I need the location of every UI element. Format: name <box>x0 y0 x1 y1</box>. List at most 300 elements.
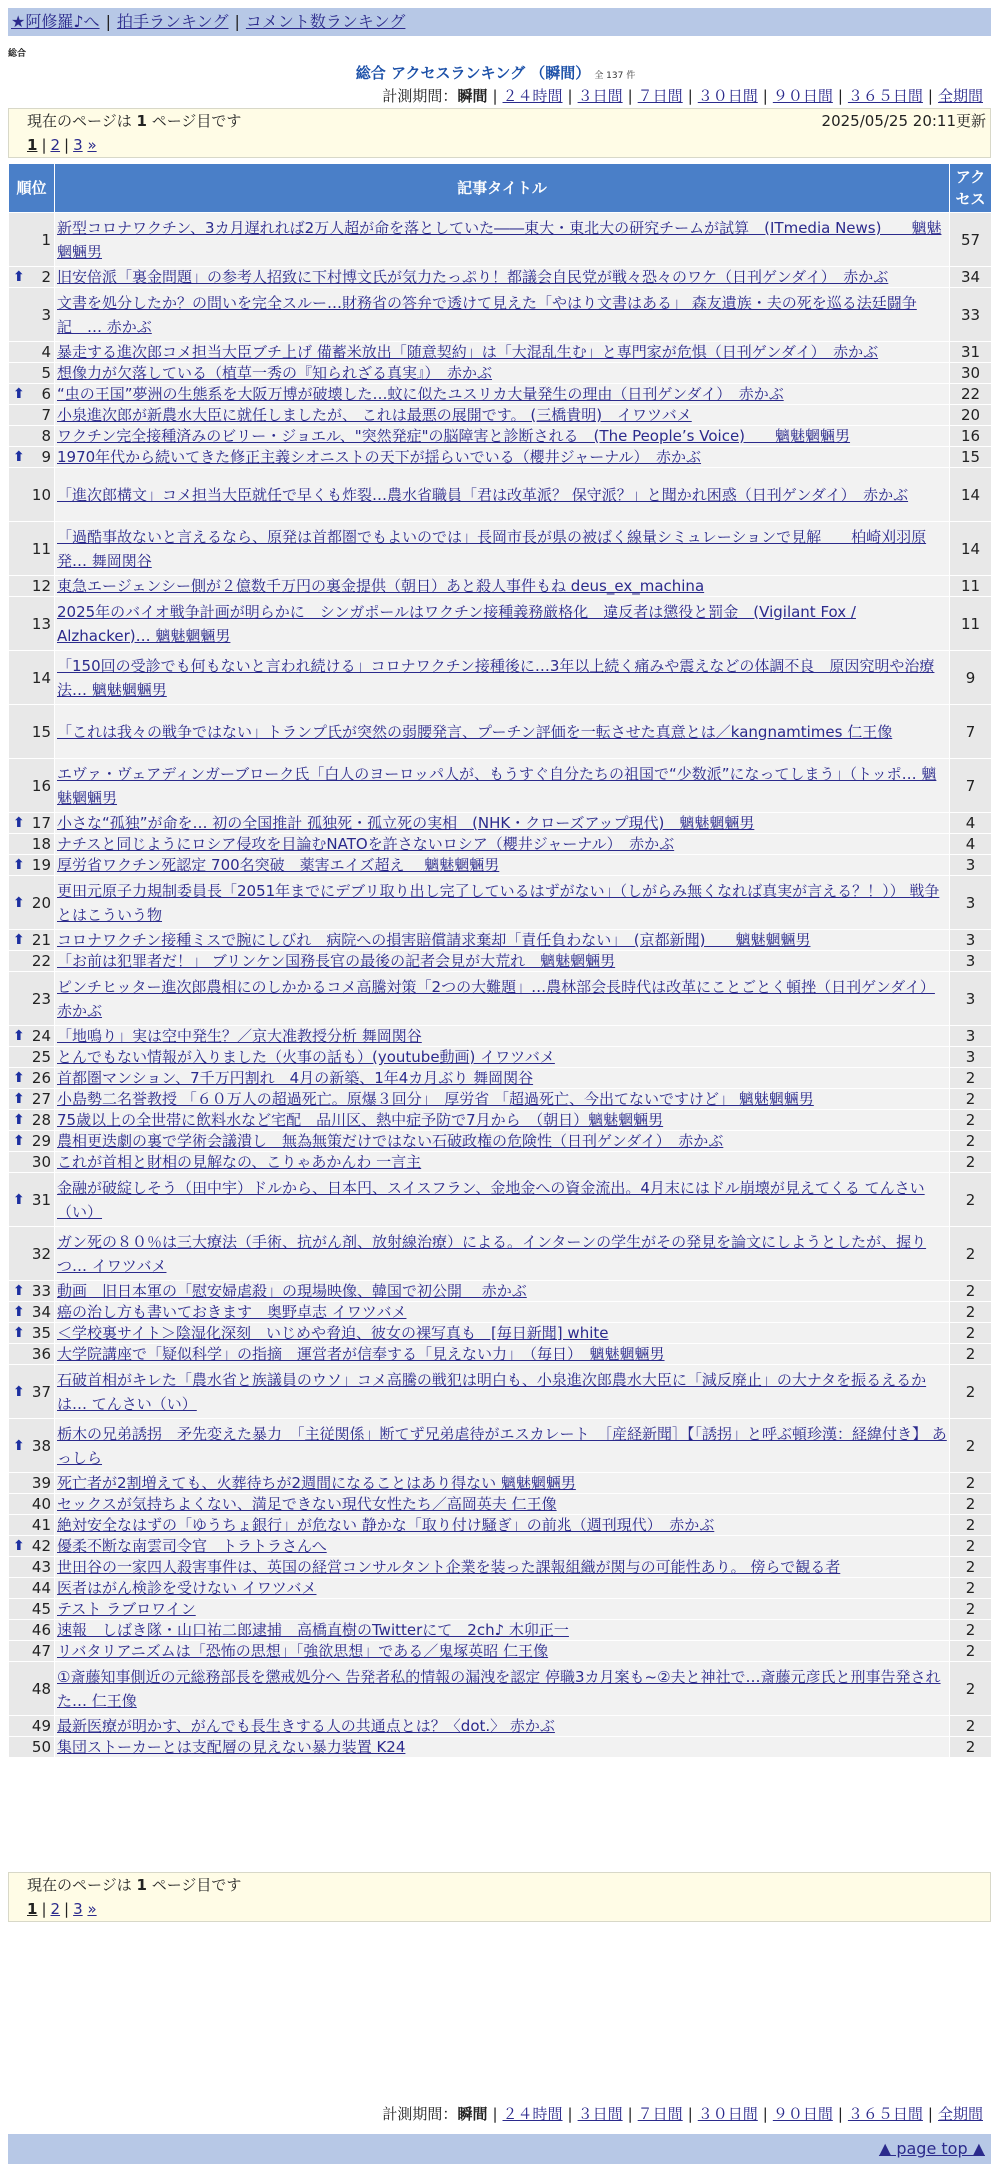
rank-cell <box>9 288 55 342</box>
rank-number: 23 <box>31 989 51 1008</box>
article-link[interactable]: 金融が破綻しそう（田中宇）ドルから、日本円、スイスフラン、金地金への資金流出。4月末にはドル崩壊が見えてくる てんさい（い） <box>57 1178 925 1221</box>
article-link[interactable]: ピンチヒッター進次郎農相にのしかかるコメ高騰対策「2つの大難題」…農林部会長時代は改革にことごとく頓挫（日刊ゲンダイ） 赤かぶ <box>57 977 935 1020</box>
article-link[interactable]: 癌の治し方も書いておきます 奥野卓志 イワツバメ <box>57 1303 407 1321</box>
article-link[interactable]: 死亡者が2割増えても、火葬待ちが2週間になることはあり得ない 魑魅魍魎男 <box>57 1474 576 1492</box>
rank-cell <box>9 1344 55 1365</box>
access-count: 9 <box>950 651 991 705</box>
period-link[interactable]: 全期間 <box>937 87 983 105</box>
title-cell <box>55 447 950 468</box>
title-cell <box>55 1737 950 1758</box>
arrow-up-icon: ⬆ <box>13 1383 25 1400</box>
rank-number: 17 <box>31 814 51 832</box>
table-row <box>9 1173 991 1227</box>
table-row <box>9 951 991 972</box>
access-count: 11 <box>950 597 991 651</box>
page-link[interactable]: 2 <box>50 136 61 154</box>
table-row <box>9 1131 991 1152</box>
arrow-up-icon: ⬆ <box>13 1191 25 1208</box>
rank-number: 5 <box>41 364 51 382</box>
rank-number: 35 <box>31 1324 51 1342</box>
article-link[interactable]: 文書を処分したか？の問いを完全スルー…財務省の答弁で透けて見えた「やはり文書はある」 森友遺族・夫の死を巡る法廷闘争記 … 赤かぶ <box>57 293 917 336</box>
article-link[interactable]: 小さな“孤独”が命を… 初の全国推計 孤独死・孤立死の実相 (NHK・クローズアップ現代) 魑魅魍魎男 <box>57 814 755 832</box>
access-count: 4 <box>950 813 991 834</box>
article-link[interactable]: 2025年のバイオ戦争計画が明らかに シンガポールはワクチン接種義務厳格化 違反者は懲役と罰金 (Vigilant Fox / Alzhacker)… 魑魅魍魎男 <box>57 602 856 645</box>
rank-number: 7 <box>41 406 51 424</box>
title-cell <box>55 267 950 288</box>
article-link[interactable]: 栃木の兄弟誘拐 矛先変えた暴力 「主従関係」断てず兄弟虐待がエスカレート ［産経新聞］【「誘拐」と呼ぶ頓珍漢：経緯付き】 あっしら <box>57 1424 947 1467</box>
rank-cell <box>9 363 55 384</box>
title-cell <box>55 468 950 522</box>
period-current: 瞬間 <box>457 87 488 105</box>
article-link[interactable]: 速報 しばき隊・山口祐二郎逮捕 高橋直樹のTwitterにて 2ch♪ 木卯正一 <box>57 1621 569 1639</box>
rank-cell <box>9 213 55 267</box>
access-count: 11 <box>950 576 991 597</box>
rank-cell <box>9 855 55 876</box>
table-row <box>9 1419 991 1473</box>
article-link[interactable]: 「お前は犯罪者だ！」 ブリンケン国務長官の最後の記者会見が大荒れ 魑魅魍魎男 <box>57 952 616 970</box>
rank-number: 45 <box>31 1600 51 1618</box>
table-row <box>9 363 991 384</box>
title-cell <box>55 288 950 342</box>
title-cell <box>55 930 950 951</box>
access-count: 20 <box>950 405 991 426</box>
table-row <box>9 522 991 576</box>
period-link[interactable]: ３６５日間 <box>847 87 923 105</box>
rank-cell <box>9 1026 55 1047</box>
article-link[interactable]: 最新医療が明かす、がんでも長生きする人の共通点とは？〈dot.〉 赤かぶ <box>57 1717 555 1735</box>
article-link[interactable]: 医者はがん検診を受けない イワツバメ <box>57 1579 317 1597</box>
rank-cell <box>9 1515 55 1536</box>
article-link[interactable]: これが首相と財相の見解なの、こりゃあかんわ 一言主 <box>57 1153 422 1171</box>
title-cell <box>55 1515 950 1536</box>
rank-number: 10 <box>31 485 51 504</box>
title-cell <box>55 951 950 972</box>
article-link[interactable]: 絶対安全なはずの「ゆうちょ銀行」が危ない 静かな「取り付け騒ぎ」の前兆（週刊現代） 赤かぶ <box>57 1516 715 1534</box>
table-row <box>9 1047 991 1068</box>
arrow-up-icon: ⬆ <box>13 1133 25 1149</box>
arrow-up-icon: ⬆ <box>13 1325 25 1341</box>
article-link[interactable]: 首都圏マンション、7千万円割れ 4月の新築、1年4カ月ぶり 舞岡関谷 <box>57 1069 534 1087</box>
title-cell <box>55 426 950 447</box>
period-link[interactable]: ３日間 <box>577 2105 623 2123</box>
rank-number: 40 <box>31 1495 51 1513</box>
rank-number: 33 <box>31 1282 51 1300</box>
article-link[interactable]: 世田谷の一家四人殺害事件は、英国の経営コンサルタント企業を装った課報組織が関与の可能性あり。 傍らで観る者 <box>57 1558 841 1576</box>
article-link[interactable]: 暴走する進次郎コメ担当大臣ブチ上げ 備蓄米放出「随意契約」は「大混乱生む」と専門家が危惧（日刊ゲンダイ） 赤かぶ <box>57 343 879 361</box>
rank-number: 6 <box>41 385 51 403</box>
next-page-link[interactable]: » <box>87 136 97 154</box>
period-selector-bottom: 計測期間：瞬間 | ２４時間 | ３日間 | ７日間 | ３０日間 | ９０日間 | ３６５日間 | 全期間 <box>382 2105 983 2123</box>
table-row <box>9 1494 991 1515</box>
rank-number: 43 <box>31 1558 51 1576</box>
rank-cell <box>9 468 55 522</box>
rank-cell <box>9 1152 55 1173</box>
rank-number: 31 <box>31 1190 51 1209</box>
access-count: 7 <box>950 759 991 813</box>
access-count: 3 <box>950 930 991 951</box>
title-cell <box>55 1716 950 1737</box>
title-cell <box>55 1302 950 1323</box>
title-cell <box>55 1344 950 1365</box>
arrow-up-icon: ⬆ <box>13 815 25 831</box>
rank-cell <box>9 759 55 813</box>
rank-cell <box>9 930 55 951</box>
period-link[interactable]: ３６５日間 <box>847 2105 923 2123</box>
article-link[interactable]: 「150回の受診でも何もないと言われ続ける」コロナワクチン接種後に…3年以上続く痛みや震えなどの体調不良 原因究明や治療法… 魑魅魍魎男 <box>57 656 935 699</box>
rank-number: 41 <box>31 1516 51 1534</box>
rank-number: 2 <box>41 268 51 286</box>
title-cell <box>55 651 950 705</box>
table-row <box>9 1026 991 1047</box>
article-link[interactable]: 「地鳴り」実は空中発生？／京大准教授分析 舞岡関谷 <box>57 1027 422 1045</box>
article-link[interactable]: ナチスと同じようにロシア侵攻を目論むNATOを許さないロシア（櫻井ジャーナル） 赤かぶ <box>57 835 675 853</box>
table-row <box>9 1227 991 1281</box>
page-link[interactable]: 3 <box>73 1900 83 1918</box>
article-link[interactable]: セックスが気持ちよくない、満足できない現代女性たち／高岡英夫 仁王像 <box>57 1495 557 1513</box>
access-count: 2 <box>950 1599 991 1620</box>
title-cell <box>55 876 950 930</box>
rank-number: 21 <box>31 931 51 949</box>
page-title: 総合 アクセスランキング （瞬間） <box>355 64 591 82</box>
access-count: 2 <box>950 1494 991 1515</box>
home-link[interactable]: ★阿修羅♪へ <box>11 12 100 31</box>
period-link[interactable]: ３０日間 <box>697 2105 758 2123</box>
access-count: 34 <box>950 267 991 288</box>
rank-number: 13 <box>31 614 51 633</box>
table-row <box>9 342 991 363</box>
title-cell <box>55 1131 950 1152</box>
title-cell <box>55 1089 950 1110</box>
table-row <box>9 447 991 468</box>
title-cell <box>55 1662 950 1716</box>
rank-number: 22 <box>31 952 51 970</box>
period-link[interactable]: ７日間 <box>637 87 683 105</box>
arrow-up-icon: ⬆ <box>13 1028 25 1044</box>
access-count: 2 <box>950 1227 991 1281</box>
article-link[interactable]: ワクチン完全接種済みのビリー・ジョエル、"突然発症"の脳障害と診断される (The People’s Voice) 魑魅魍魎男 <box>57 427 851 445</box>
rank-number: 29 <box>31 1132 51 1150</box>
access-count: 14 <box>950 522 991 576</box>
next-page-link[interactable]: » <box>87 1900 97 1918</box>
rank-cell <box>9 1578 55 1599</box>
access-count: 2 <box>950 1173 991 1227</box>
article-link[interactable]: ＜学校裏サイト＞陰湿化深刻 いじめや脅迫、彼女の裸写真も [毎日新聞] white <box>57 1324 609 1342</box>
table-row <box>9 1302 991 1323</box>
arrow-up-icon: ⬆ <box>13 1091 25 1107</box>
table-row <box>9 1473 991 1494</box>
rank-header: 順位 <box>9 164 55 213</box>
arrow-up-icon: ⬆ <box>13 894 25 911</box>
article-link[interactable]: “虫の王国”夢洲の生態系を大阪万博が破壊した…蚊に似たユスリカ大量発生の理由（日刊ゲンダイ） 赤かぶ <box>57 385 784 403</box>
rank-number: 14 <box>31 668 51 687</box>
access-count: 3 <box>950 855 991 876</box>
article-link[interactable]: 大学院講座で「疑似科学」の指摘 運営者が信奉する「見えない力」 （毎日） 魑魅魍魎男 <box>57 1345 665 1363</box>
rank-number: 38 <box>31 1436 51 1455</box>
total-count: 全 137 件 <box>594 71 636 81</box>
rank-cell <box>9 1131 55 1152</box>
rank-number: 19 <box>31 856 51 874</box>
rank-number: 26 <box>31 1069 51 1087</box>
table-row <box>9 405 991 426</box>
rank-number: 1 <box>41 230 51 249</box>
table-row <box>9 1068 991 1089</box>
access-count: 14 <box>950 468 991 522</box>
period-link[interactable]: ９０日間 <box>772 2105 833 2123</box>
rank-number: 34 <box>31 1303 51 1321</box>
table-row <box>9 213 991 267</box>
rank-number: 28 <box>31 1111 51 1129</box>
article-link[interactable]: 優柔不断な南雲司令官 トラトラさんへ <box>57 1537 327 1555</box>
article-link[interactable]: 小泉進次郎が新農水大臣に就任しましたが、 これは最悪の展開です。 (三橋貴明) イワツバメ <box>57 406 692 424</box>
access-count: 2 <box>950 1302 991 1323</box>
title-header: 記事タイトル <box>55 164 950 213</box>
footer-bar <box>8 2134 991 2164</box>
title-cell <box>55 1026 950 1047</box>
access-count: 2 <box>950 1473 991 1494</box>
table-row <box>9 1662 991 1716</box>
rank-number: 48 <box>31 1679 51 1698</box>
rank-number: 15 <box>31 722 51 741</box>
access-count: 2 <box>950 1641 991 1662</box>
title-cell <box>55 384 950 405</box>
title-cell <box>55 522 950 576</box>
period-link[interactable]: ３日間 <box>577 87 623 105</box>
table-row <box>9 651 991 705</box>
page-links: 1 | 2 | 3 » <box>27 1900 97 1918</box>
rank-cell <box>9 1536 55 1557</box>
rank-number: 9 <box>41 448 51 466</box>
period-selector-top: 計測期間：瞬間 | ２４時間 | ３日間 | ７日間 | ３０日間 | ９０日間 | ３６５日間 | 全期間 <box>382 87 983 105</box>
rank-cell <box>9 1173 55 1227</box>
access-count: 30 <box>950 363 991 384</box>
access-count: 2 <box>950 1110 991 1131</box>
table-row <box>9 1620 991 1641</box>
rank-number: 42 <box>31 1537 51 1555</box>
article-link[interactable]: 動画 旧日本軍の「慰安婦虐殺」の現場映像、韓国で初公開 赤かぶ <box>57 1282 527 1300</box>
page-top-link[interactable]: ▲ page top ▲ <box>878 2139 985 2158</box>
current-page-text: 現在のページは 1 ページ目です <box>27 112 242 130</box>
table-row <box>9 426 991 447</box>
rank-number: 18 <box>31 835 51 853</box>
access-header: アクセス <box>950 164 991 213</box>
title-cell <box>55 1641 950 1662</box>
rank-cell <box>9 342 55 363</box>
title-cell <box>55 1419 950 1473</box>
rank-cell <box>9 426 55 447</box>
rank-cell <box>9 576 55 597</box>
rank-number: 25 <box>31 1048 51 1066</box>
period-link[interactable]: ７日間 <box>637 2105 683 2123</box>
access-count: 31 <box>950 342 991 363</box>
table-row <box>9 1344 991 1365</box>
comment-ranking-link[interactable]: コメント数ランキング <box>245 12 406 31</box>
article-link[interactable]: 75歳以上の全世帯に飲料水など宅配 品川区、熱中症予防で7月から （朝日）魑魅魍魎男 <box>57 1111 664 1129</box>
rank-cell <box>9 267 55 288</box>
table-row <box>9 759 991 813</box>
article-link[interactable]: テスト ラブロワイン <box>57 1600 196 1618</box>
pager-top <box>8 108 991 158</box>
table-row <box>9 834 991 855</box>
access-count: 3 <box>950 972 991 1026</box>
rank-cell <box>9 1089 55 1110</box>
rank-number: 44 <box>31 1579 51 1597</box>
table-row <box>9 468 991 522</box>
rank-number: 16 <box>31 776 51 795</box>
rank-cell <box>9 1047 55 1068</box>
title-cell <box>55 1152 950 1173</box>
access-count: 2 <box>950 1365 991 1419</box>
table-row <box>9 1557 991 1578</box>
article-link[interactable]: 更田元原子力規制委員長「2051年までにデブリ取り出し完了しているはずがない」（しがらみ無くなれば真実が言える？！）） 戦争とはこういう物 <box>57 881 940 924</box>
period-link[interactable]: ９０日間 <box>772 87 833 105</box>
table-row <box>9 597 991 651</box>
rank-number: 8 <box>41 427 51 445</box>
rank-cell <box>9 1557 55 1578</box>
rank-cell <box>9 1365 55 1419</box>
arrow-up-icon: ⬆ <box>13 386 25 402</box>
rank-number: 37 <box>31 1382 51 1401</box>
rank-cell <box>9 834 55 855</box>
rank-number: 12 <box>31 577 51 595</box>
table-row <box>9 1515 991 1536</box>
article-link[interactable]: 石破首相がキレた「農水省と族議員のウソ」コメ高騰の戦犯は明白も、小泉進次郎農水大臣に「減反廃止」の大ナタを振るえるかは… てんさい（い） <box>57 1370 927 1413</box>
table-row <box>9 1536 991 1557</box>
table-row <box>9 1578 991 1599</box>
arrow-up-icon: ⬆ <box>13 1437 25 1454</box>
access-count: 2 <box>950 1716 991 1737</box>
arrow-up-icon: ⬆ <box>13 1283 25 1299</box>
rank-cell <box>9 705 55 759</box>
access-count: 2 <box>950 1281 991 1302</box>
article-link[interactable]: 小島勢二名誉教授 「６０万人の超過死亡。原爆３回分」 厚労省 「超過死亡、今出てないですけど」 魑魅魍魎男 <box>57 1090 814 1108</box>
rank-cell <box>9 447 55 468</box>
article-link[interactable]: 東急エージェンシー側が２億数千万円の裏金提供（朝日）あと殺人事件もね deus_ex_machina <box>57 577 705 595</box>
title-cell <box>55 855 950 876</box>
title-cell <box>55 972 950 1026</box>
rank-number: 30 <box>31 1153 51 1171</box>
period-label: 計測期間： <box>382 2105 458 2123</box>
article-link[interactable]: ガン死の８０％は三大療法（手術、抗がん剤、放射線治療）による。インターンの学生がその発見を論文にしようとしたが、握りつ… イワツバメ <box>57 1232 927 1275</box>
title-cell <box>55 1110 950 1131</box>
current-page-text: 現在のページは 1 ページ目です <box>27 1876 242 1894</box>
access-count: 3 <box>950 1047 991 1068</box>
table-row <box>9 1641 991 1662</box>
rank-cell <box>9 1419 55 1473</box>
table-row <box>9 576 991 597</box>
rank-number: 11 <box>31 539 51 558</box>
table-row <box>9 267 991 288</box>
title-cell <box>55 576 950 597</box>
ranking-table <box>8 163 991 1758</box>
page-link[interactable]: 3 <box>73 136 83 154</box>
article-link[interactable]: ①斎藤知事側近の元総務部長を懲戒処分へ 告発者私的情報の漏洩を認定 停職3カ月案も~②夫と神社で…斎藤元彦氏と刑事告発された… 仁王像 <box>57 1667 941 1710</box>
arrow-up-icon: ⬆ <box>13 857 25 873</box>
rank-cell <box>9 522 55 576</box>
access-count: 3 <box>950 1026 991 1047</box>
rank-cell <box>9 951 55 972</box>
category-label: 総合 <box>8 49 27 59</box>
rank-cell <box>9 876 55 930</box>
access-count: 2 <box>950 1089 991 1110</box>
rank-cell <box>9 972 55 1026</box>
article-link[interactable]: 旧安倍派「裏金問題」の参考人招致に下村博文氏が気力たっぷり！都議会自民党が戦々恐々のワケ（日刊ゲンダイ） 赤かぶ <box>57 268 889 286</box>
title-cell <box>55 834 950 855</box>
article-link[interactable]: とんでもない情報が入りました（火事の話も）(youtube動画) イワツバメ <box>57 1048 555 1066</box>
access-count: 2 <box>950 1068 991 1089</box>
title-cell <box>55 813 950 834</box>
period-current: 瞬間 <box>457 2105 488 2123</box>
title-cell <box>55 1068 950 1089</box>
article-link[interactable]: 「進次郎構文」コメ担当大臣就任で早くも炸裂…農水省職員「君は改革派？ 保守派？」と聞かれ困惑（日刊ゲンダイ） 赤かぶ <box>57 485 909 504</box>
title-cell <box>55 1173 950 1227</box>
rank-number: 36 <box>31 1345 51 1363</box>
arrow-up-icon: ⬆ <box>13 1112 25 1128</box>
rank-cell <box>9 1302 55 1323</box>
article-link[interactable]: エヴァ・ヴェアディンガーブローク氏「白人のヨーロッパ人が、もうすぐ自分たちの祖国で“少数派”になってしまう」（トッポ… 魑魅魍魎男 <box>57 764 937 807</box>
arrow-up-icon: ⬆ <box>13 1070 25 1086</box>
page-link[interactable]: 2 <box>50 1900 61 1918</box>
access-count: 7 <box>950 705 991 759</box>
rank-number: 50 <box>31 1738 51 1756</box>
access-count: 57 <box>950 213 991 267</box>
access-count: 2 <box>950 1578 991 1599</box>
rank-cell <box>9 1323 55 1344</box>
updated-timestamp: 2025/05/25 20:11更新 <box>821 112 986 130</box>
rank-number: 47 <box>31 1642 51 1660</box>
period-label: 計測期間： <box>382 87 458 105</box>
access-count: 2 <box>950 1536 991 1557</box>
article-link[interactable]: 1970年代から続いてきた修正主義シオニストの天下が揺らいでいる（櫻井ジャーナル） 赤かぶ <box>57 448 702 466</box>
article-link[interactable]: 新型コロナワクチン、3カ月遅れれば2万人超が命を落としていた――東大・東北大の研究チームが試算 (ITmedia News) 魑魅魍魎男 <box>57 218 942 261</box>
article-link[interactable]: 農相更迭劇の裏で学術会議潰し 無為無策だけではない石破政権の危険性（日刊ゲンダイ） 赤かぶ <box>57 1132 724 1150</box>
rank-cell <box>9 651 55 705</box>
table-row <box>9 1716 991 1737</box>
rank-cell <box>9 1068 55 1089</box>
article-link[interactable]: 集団ストーカーとは支配層の見えない暴力装置 K24 <box>57 1738 406 1756</box>
rank-number: 46 <box>31 1621 51 1639</box>
article-link[interactable]: リバタリアニズムは「恐怖の思想」「強欲思想」である／鬼塚英昭 仁王像 <box>57 1642 549 1660</box>
title-cell <box>55 1620 950 1641</box>
article-link[interactable]: 「これは我々の戦争ではない」トランプ氏が突然の弱腰発言、プーチン評価を一転させた真意とは／kangnamtimes 仁王像 <box>57 722 893 741</box>
title-cell <box>55 1281 950 1302</box>
title-cell <box>55 1494 950 1515</box>
period-link[interactable]: ２４時間 <box>502 87 563 105</box>
table-row <box>9 1110 991 1131</box>
article-link[interactable]: 厚労省ワクチン死認定 700名突破 薬害エイズ超え 魑魅魍魎男 <box>57 856 500 874</box>
table-row <box>9 1737 991 1758</box>
title-cell <box>55 1557 950 1578</box>
access-count: 3 <box>950 876 991 930</box>
rank-cell <box>9 1281 55 1302</box>
article-link[interactable]: コロナワクチン接種ミスで腕にしびれ 病院への損害賠償請求棄却「責任負わない」 (京都新聞) 魑魅魍魎男 <box>57 931 811 949</box>
article-link[interactable]: 想像力が欠落している（植草一秀の『知られざる真実』） 赤かぶ <box>57 364 493 382</box>
rank-number: 20 <box>31 893 51 912</box>
applause-ranking-link[interactable]: 拍手ランキング <box>116 12 229 31</box>
top-navigation: ★阿修羅♪へ | 拍手ランキング | コメント数ランキング <box>8 8 991 36</box>
rank-number: 4 <box>41 343 51 361</box>
title-cell <box>55 1323 950 1344</box>
access-count: 2 <box>950 1323 991 1344</box>
rank-cell <box>9 1599 55 1620</box>
period-link[interactable]: ３０日間 <box>697 87 758 105</box>
article-link[interactable]: 「過酷事故ないと言えるなら、原発は首都圏でもよいのでは」長岡市長が県の被ばく線量シミュレーションで見解 柏崎刈羽原発… 舞岡関谷 <box>57 527 927 570</box>
title-cell <box>55 597 950 651</box>
table-row <box>9 1365 991 1419</box>
period-link[interactable]: 全期間 <box>937 2105 983 2123</box>
access-count: 4 <box>950 834 991 855</box>
period-link[interactable]: ２４時間 <box>502 2105 563 2123</box>
rank-cell <box>9 597 55 651</box>
